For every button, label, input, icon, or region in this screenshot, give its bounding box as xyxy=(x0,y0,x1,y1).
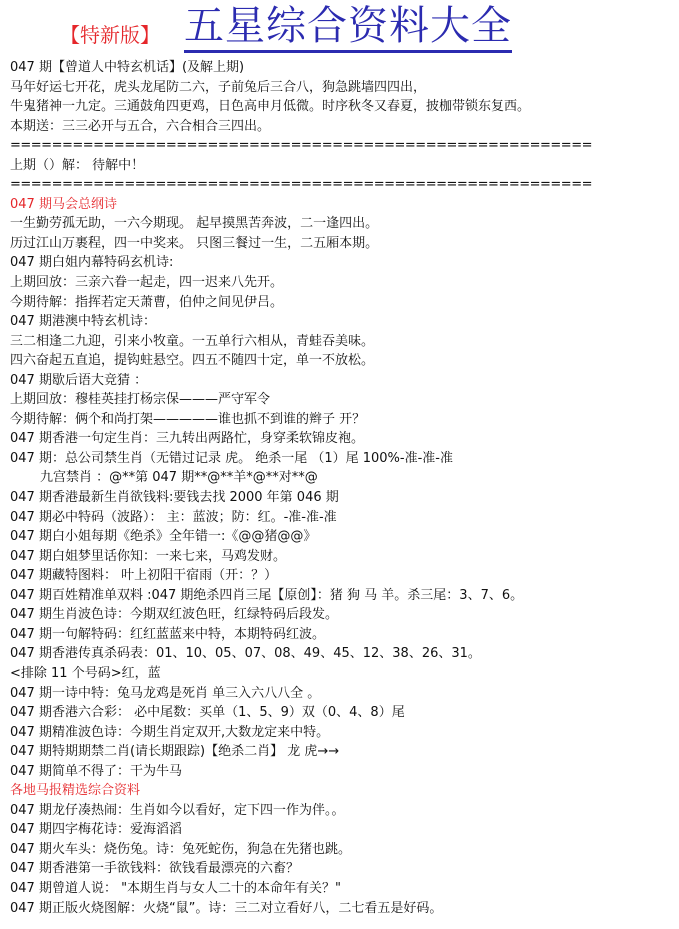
text-line: 047 期香港六合彩： 必中尾数：买单（1、5、9）双（0、4、8）尾 xyxy=(10,705,405,721)
text-line: 047 期藏特图料： 叶上初阳干宿雨（开：？） xyxy=(10,568,278,584)
text-line: 马年好运七开花，虎头龙尾防二六，子前兔后三合八，狗急跳墙四四出， xyxy=(10,79,427,95)
text-line: 历过江山万裹程，四一中奖来。 只图三餐过一生，二五厢本期。 xyxy=(10,235,379,251)
section-heading: 各地马报精选综合资料 xyxy=(10,783,141,799)
text-line: <排除 11 个号码>红，蓝 xyxy=(10,665,161,681)
text-line: 047 期香港第一手欲钱料：欲钱看最漂亮的六畜？ xyxy=(10,861,299,877)
text-line: 047 期火车头：烧伤兔。诗：兔死蛇伤，狗急在先猪也跳。 xyxy=(10,841,351,857)
text-line: 047 期龙仔凑热闹：生肖如今以看好，定下四一作为伴。。 xyxy=(10,802,345,818)
text-line: 047 期香港一句定生肖：三九转出两路忙，身穿柔软锦皮袍。 xyxy=(10,431,364,447)
text-line: 047 期白姐内幕特码玄机诗: xyxy=(10,255,174,271)
text-line: 047 期简单不得了：干为牛马 xyxy=(10,763,182,779)
text-line: 047 期曾道人说： "本期生肖与女人二十的本命年有关？" xyxy=(10,880,342,896)
page-header xyxy=(0,0,679,58)
text-line: 上期（）解： 待解中！ xyxy=(10,157,145,173)
section-heading: 047 期马会总纲诗 xyxy=(10,196,117,212)
text-line: 047 期精准波色诗：今期生肖定双开,大数龙定来中特。 xyxy=(10,724,330,740)
text-line: 047 期：总公司禁生肖（无错过记录 虎。 绝杀一尾 （1）尾 100%-准-准-准 xyxy=(10,450,453,466)
text-line: 047 期生肖波色诗：今期双红波色旺，红绿特码后段发。 xyxy=(10,607,338,623)
text-line: 三二相逢二九迎，引来小牧童。一五单行六相从，青蛙吞美味。 xyxy=(10,333,375,349)
text-line: 047 期白姐梦里话你知：一来七来，马鸡发财。 xyxy=(10,548,286,564)
text-line: 四六奋起五直追，提钩蛀悬空。四五不随四十定，单一不放松。 xyxy=(10,353,375,369)
text-line: 047 期白小姐每期《绝杀》全年错一:《@@猪@@》 xyxy=(10,529,317,545)
text-line: 047 期特期期禁二肖(请长期跟踪)【绝杀二肖】 龙 虎→→ xyxy=(10,744,340,760)
separator-line: ======================================================== xyxy=(10,177,592,193)
text-line: 今期待解：俩个和尚打架—————谁也抓不到谁的辫子 开？ xyxy=(10,411,366,427)
text-line: 牛鬼猪神一九定。三通鼓角四更鸡，日色高申月低微。时序秋冬又春夏，披枷带锁东复西。 xyxy=(10,99,531,115)
text-line: 047 期一句解特码：红红蓝蓝来中特，本期特码红波。 xyxy=(10,626,325,642)
text-line: 上期回放：三亲六眷一起走，四一迟来八先开。 xyxy=(10,275,284,291)
text-line: 047 期港澳中特玄机诗： xyxy=(10,314,156,330)
text-line: 047 期香港传真杀码表：01、10、05、07、08、49、45、12、38、26、31。 xyxy=(10,646,481,662)
text-line: 一生勤劳孤无助，一六今期现。 起早摸黑苦奔波，二一逢四出。 xyxy=(10,216,379,232)
text-line: 047 期必中特码（波路）： 主：蓝波；防：红。-准-准-准 xyxy=(10,509,337,525)
text-line: 047 期百姓精准单双料 :047 期绝杀四肖三尾【原创】：猪 狗 马 羊。杀三尾：3、7、6。 xyxy=(10,587,524,603)
page-title: 五星综合资料大全 xyxy=(184,2,512,53)
text-line: 上期回放：穆桂英挂打杨宗保———严守军令 xyxy=(10,392,271,408)
text-line: 047 期一诗中特：兔马龙鸡是死肖 单三入六八八全 。 xyxy=(10,685,321,701)
text-line: 本期送：三三必开与五合，六合相合三四出。 xyxy=(10,118,271,134)
text-line: 047 期歇后语大竞猜 ： xyxy=(10,372,148,388)
text-line: 今期待解：指挥若定天萧曹，伯仲之间见伊吕。 xyxy=(10,294,284,310)
text-line: 047 期【曾道人中特玄机话】(及解上期) xyxy=(10,60,245,75)
edition-badge: 【特新版】 xyxy=(60,23,160,47)
document-body xyxy=(10,58,675,918)
text-line: 047 期正版火烧图解：火烧“鼠”。诗：三二对立看好八，二七看五是好码。 xyxy=(10,900,443,916)
text-line: 九宫禁肖 ：@**第 047 期**@**羊*@**对**@ xyxy=(40,470,318,486)
text-line: 047 期香港最新生肖欲钱料:要钱去找 2000 年第 046 期 xyxy=(10,490,339,506)
text-line: 047 期四字梅花诗：爱海滔滔 xyxy=(10,822,182,838)
separator-line: ======================================================== xyxy=(10,138,592,154)
